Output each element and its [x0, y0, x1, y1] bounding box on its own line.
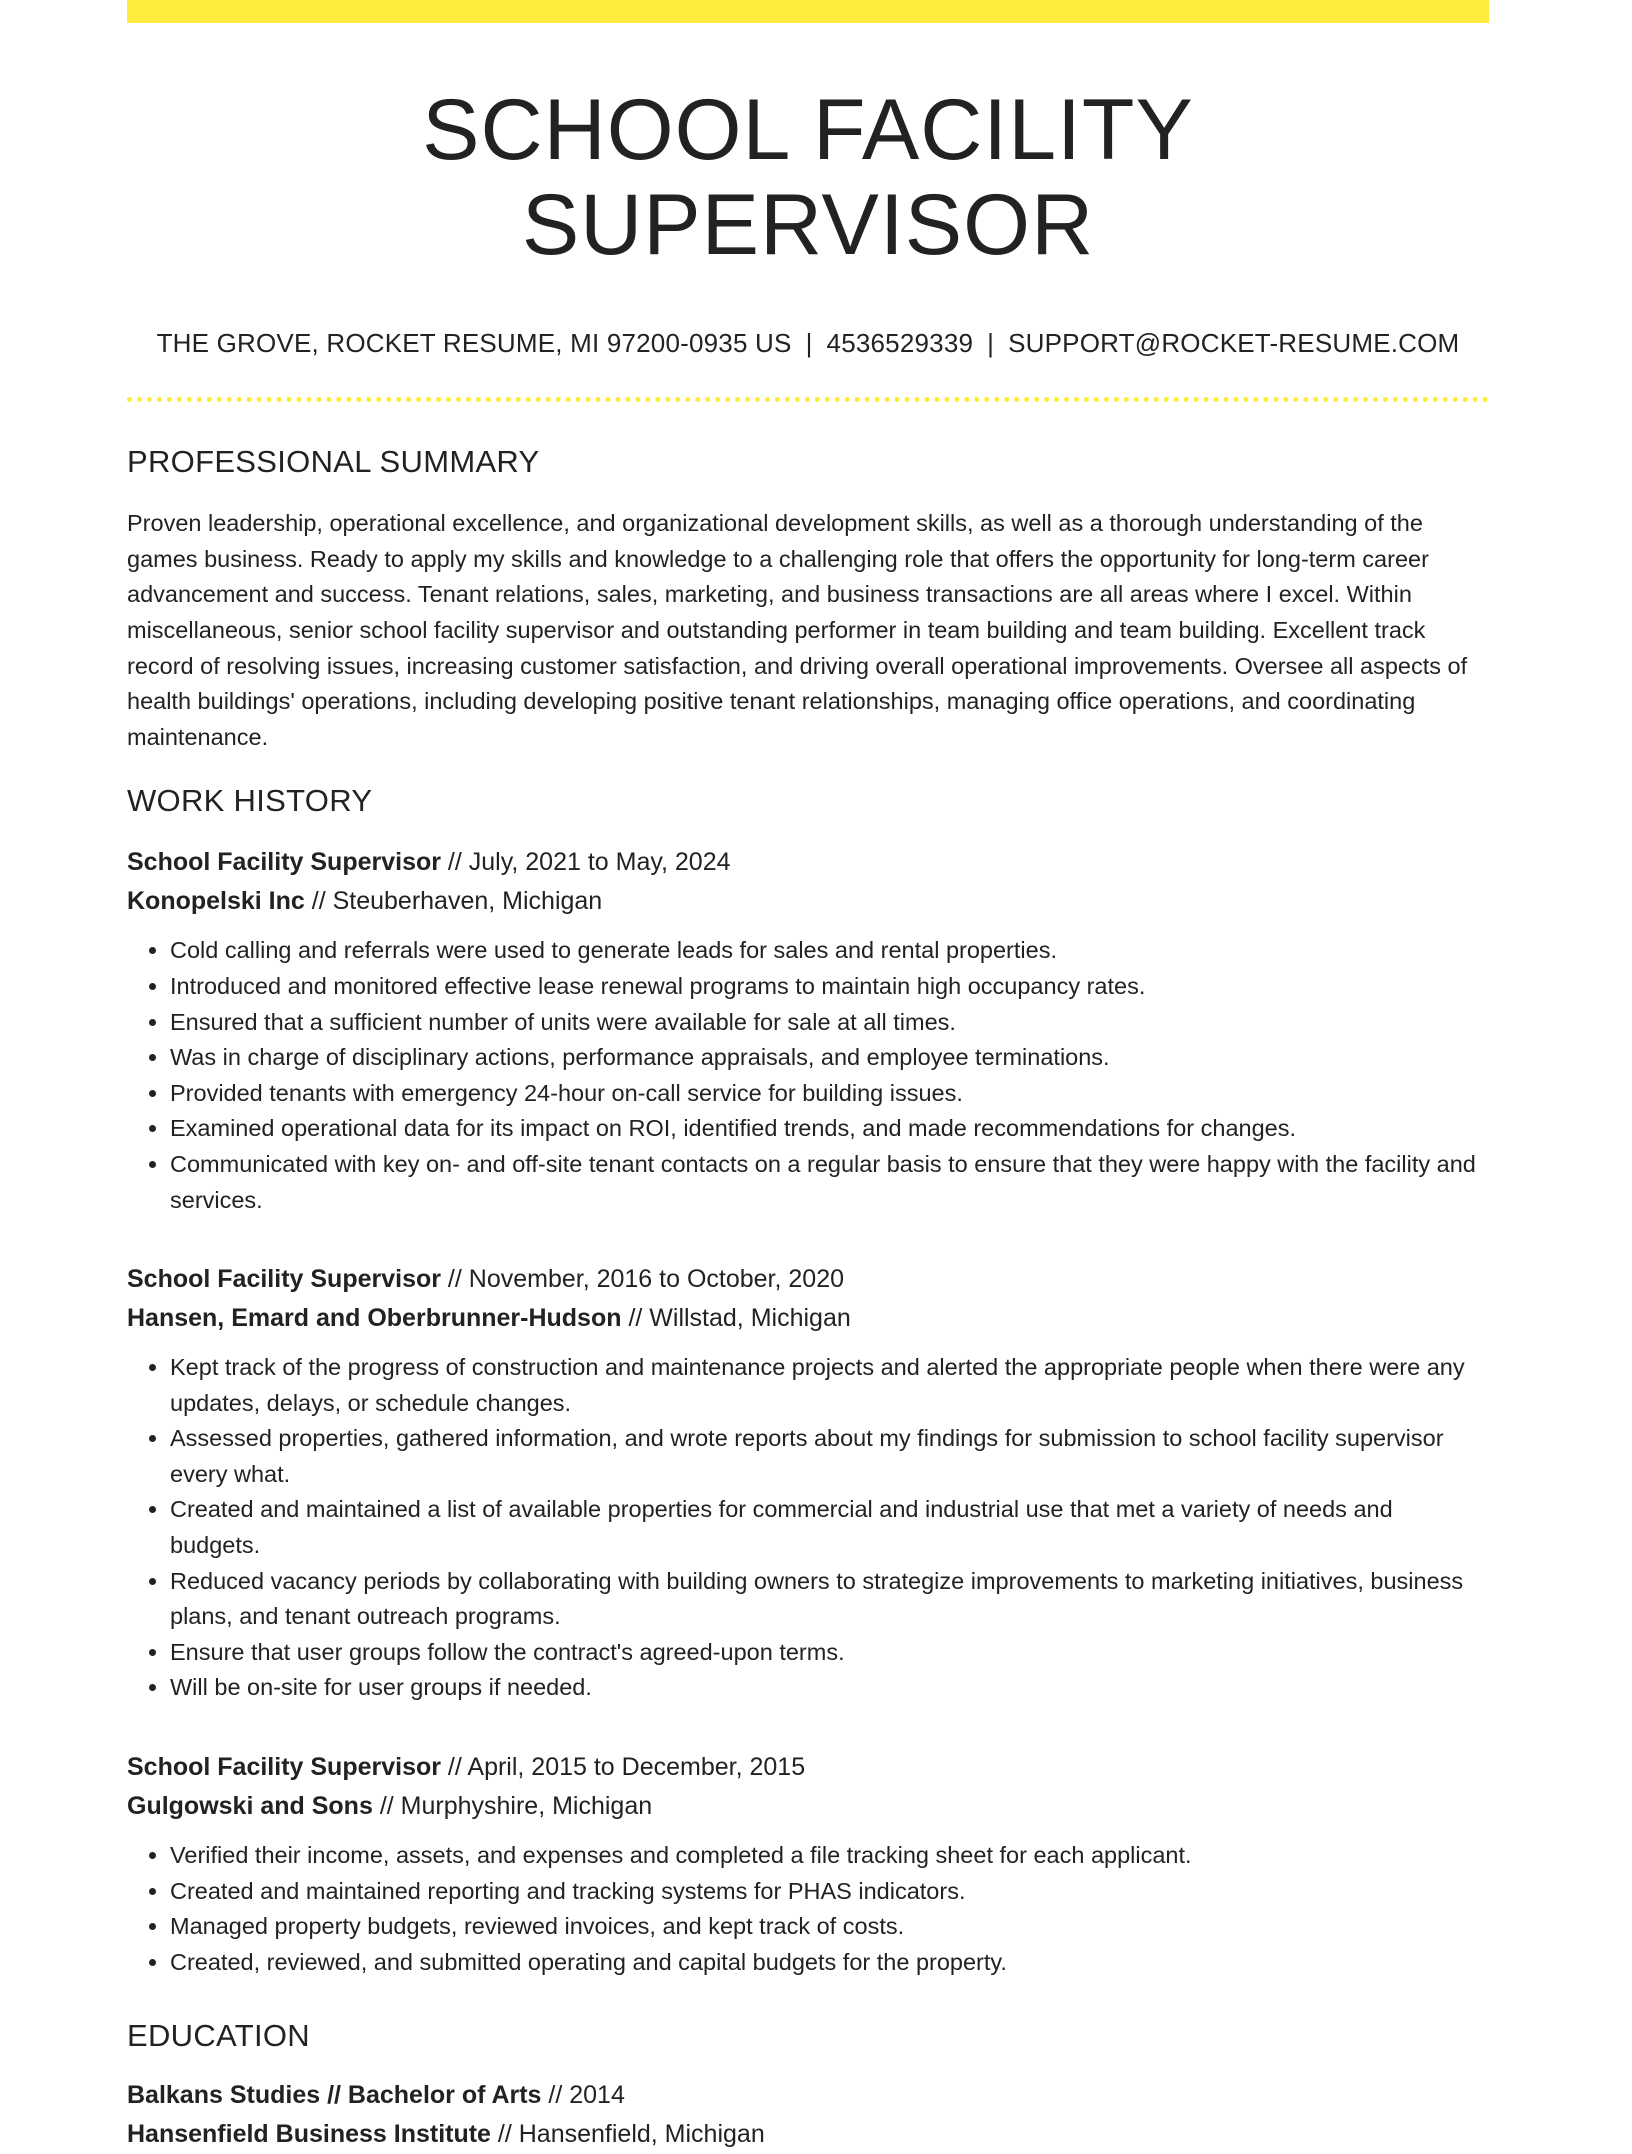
education-degree-line [127, 2076, 1489, 2115]
job-title: School Facility Supervisor [127, 848, 441, 877]
summary-heading: PROFESSIONAL SUMMARY [127, 444, 540, 480]
job-title: School Facility Supervisor [127, 1265, 441, 1294]
education-degree: Balkans Studies // Bachelor of Arts [127, 2081, 542, 2110]
education-school-line [127, 2115, 1489, 2154]
contact-phone: 4536529339 [826, 328, 974, 359]
list-item: • Provided tenants with emergency 24-hour on-call service for building issues. [170, 1076, 1489, 1112]
list-item: • Created and maintained a list of available properties for commercial and industrial use that met a variety of needs and budgets. [170, 1492, 1489, 1563]
job-title-line [127, 1748, 1489, 1787]
list-item: • Introduced and monitored effective lease renewal programs to maintain high occupancy rates. [170, 969, 1489, 1005]
list-item: • Kept track of the progress of construction and maintenance projects and alerted the appropriate people when there were any updates, delays, or schedule changes. [170, 1350, 1489, 1421]
list-item: • Will be on-site for user groups if needed. [170, 1670, 1489, 1706]
list-item: • Examined operational data for its impact on ROI, identified trends, and made recommendations for changes. [170, 1111, 1489, 1147]
job-bullets [127, 1350, 1489, 1706]
job-location: // Willstad, Michigan [621, 1304, 851, 1333]
list-item: • Created and maintained reporting and tracking systems for PHAS indicators. [170, 1874, 1489, 1910]
job-entry [127, 843, 1489, 1218]
resume-name: SCHOOL FACILITY SUPERVISOR [422, 82, 1194, 273]
resume-page [127, 0, 1489, 2154]
education-location: // Hansenfield, Michigan [490, 2120, 765, 2149]
job-company: Gulgowski and Sons [127, 1792, 373, 1821]
summary-text: Proven leadership, operational excellence, and organizational development skills, as well as a thorough understanding of the games business. Ready to apply my skills and knowledge to a challenging role that offers the opportunity for long-term career advancement and success. Tenant relations, sales, marketing, and business transactions are all areas where I excel. Within miscellaneous, senior school facility supervisor and outstanding performer in team building and team building. Excellent track record of resolving issues, increasing customer satisfaction, and driving overall operational improvements. Oversee all aspects of health buildings' operations, including developing positive tenant relationships, managing office operations, and coordinating maintenance. [127, 510, 1468, 750]
work-history-heading: WORK HISTORY [127, 783, 373, 819]
list-item: • Assessed properties, gathered information, and wrote reports about my findings for submission to school facility supervisor every what. [170, 1421, 1489, 1492]
job-title: School Facility Supervisor [127, 1753, 441, 1782]
job-company: Konopelski Inc [127, 887, 305, 916]
list-item: • Managed property budgets, reviewed invoices, and kept track of costs. [170, 1909, 1489, 1945]
job-entry [127, 1748, 1489, 1980]
list-item: • Communicated with key on- and off-site tenant contacts on a regular basis to ensure that they were happy with the facility and services. [170, 1147, 1489, 1218]
job-dates: // July, 2021 to May, 2024 [440, 848, 731, 877]
job-company-line [127, 1787, 1489, 1826]
job-company: Hansen, Emard and Oberbrunner-Hudson [127, 1304, 622, 1333]
education-entry [127, 2076, 1489, 2154]
job-title-line [127, 843, 1489, 882]
job-bullets [127, 1838, 1489, 1980]
contact-address: THE GROVE, ROCKET RESUME, MI 97200-0935 US [156, 328, 792, 359]
job-location: // Murphyshire, Michigan [372, 1792, 653, 1821]
job-bullets [127, 933, 1489, 1218]
accent-bar [127, 0, 1489, 23]
list-item: • Created, reviewed, and submitted operating and capital budgets for the property. [170, 1945, 1489, 1981]
divider [127, 397, 1489, 402]
job-company-line [127, 1299, 1489, 1338]
list-item: • Verified their income, assets, and expenses and completed a file tracking sheet for each applicant. [170, 1838, 1489, 1874]
job-dates: // April, 2015 to December, 2015 [440, 1753, 806, 1782]
contact-email: SUPPORT@ROCKET-RESUME.COM [1008, 328, 1460, 359]
list-item: • Was in charge of disciplinary actions, performance appraisals, and employee terminations. [170, 1040, 1489, 1076]
contact-line [127, 328, 1489, 359]
list-item: • Cold calling and referrals were used to generate leads for sales and rental properties. [170, 933, 1489, 969]
job-entry [127, 1260, 1489, 1706]
education-heading: EDUCATION [127, 2018, 310, 2054]
list-item: • Ensured that a sufficient number of units were available for sale at all times. [170, 1005, 1489, 1041]
job-dates: // November, 2016 to October, 2020 [440, 1265, 845, 1294]
contact-separator: | [987, 328, 995, 359]
list-item: • Reduced vacancy periods by collaborating with building owners to strategize improvements to marketing initiatives, business plans, and tenant outreach programs. [170, 1564, 1489, 1635]
job-title-line [127, 1260, 1489, 1299]
education-year: // 2014 [541, 2081, 625, 2110]
job-company-line [127, 882, 1489, 921]
job-location: // Steuberhaven, Michigan [304, 887, 603, 916]
education-school: Hansenfield Business Institute [127, 2120, 491, 2149]
list-item: • Ensure that user groups follow the contract's agreed-upon terms. [170, 1635, 1489, 1671]
contact-separator: | [805, 328, 813, 359]
